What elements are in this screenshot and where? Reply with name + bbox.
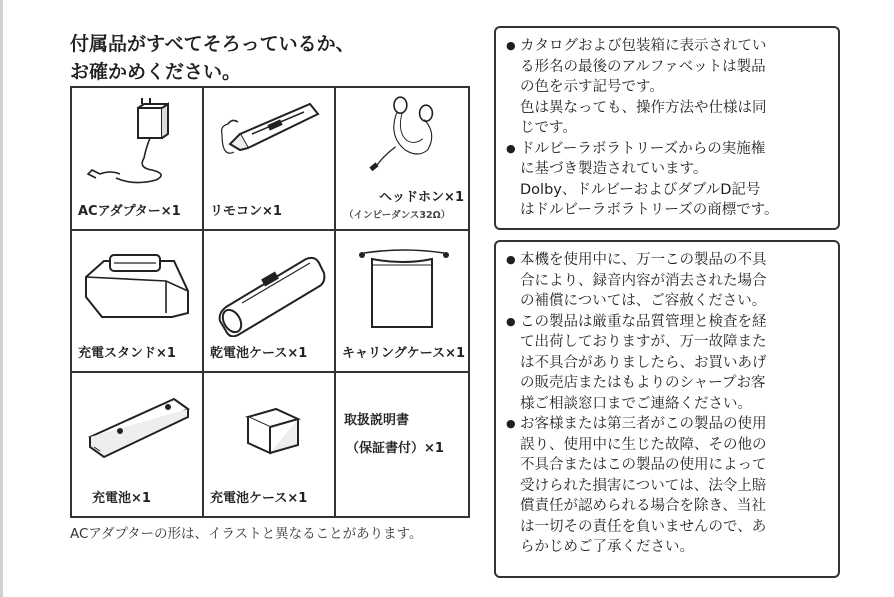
accessory-charging-stand — [72, 231, 204, 374]
title-line-2: お確かめください。 — [70, 61, 242, 83]
accessory-manual — [336, 373, 468, 516]
accessory-ac-adapter — [72, 88, 204, 231]
notice-text: 様ご相談窓口までご連絡ください。 — [520, 395, 752, 412]
notice-text: の補償については、ご容赦ください。 — [520, 293, 767, 309]
notice-text: 合により、録音内容が消去された場合 — [520, 272, 767, 289]
accessory-label: 充電池×1 — [92, 491, 151, 506]
rechargeable-battery-icon — [80, 379, 196, 479]
accessories-grid — [70, 86, 470, 518]
notice-text: は不具合がありましたら、お買いあげ — [520, 354, 767, 371]
accessory-label: 充電池ケース×1 — [210, 491, 308, 506]
adapter-footnote: ACアダプターの形は、イラストと異なることがあります。 — [70, 526, 423, 542]
accessory-sublabel: （インピーダンス32Ω） — [344, 209, 451, 221]
accessory-carrying-case — [336, 231, 468, 374]
accessory-battery-case — [204, 231, 336, 374]
notice-text: ● ドルビーラボラトリーズからの実施権 — [506, 139, 828, 160]
notice-text: Dolby、ドルビーおよびダブルD記号 — [520, 181, 761, 198]
notice-text: は一切その責任を負いませんので、あ — [520, 518, 767, 535]
title-line-1: 付属品がすべてそろっているか、 — [70, 33, 355, 55]
accessory-remote — [204, 88, 336, 231]
battery-case-icon — [212, 237, 328, 337]
accessory-label: 充電スタンド×1 — [78, 346, 176, 362]
notice-box-liability — [494, 240, 840, 578]
notice-text: はドルビーラボラトリーズの商標です。 — [520, 202, 779, 218]
accessory-label: キャリングケース×1 — [342, 346, 466, 362]
ac-adapter-icon — [80, 94, 196, 194]
notice-text: の色を示す記号です。 — [520, 79, 664, 95]
accessory-label: リモコン×1 — [210, 203, 282, 219]
accessory-label: 乾電池ケース×1 — [210, 346, 308, 362]
notice-box-catalog — [494, 26, 840, 230]
notice-text: る形名の最後のアルファベットは製品 — [520, 58, 766, 75]
warranty-label: （保証書付）×1 — [346, 441, 444, 457]
manual-label: 取扱説明書 — [344, 413, 410, 429]
carrying-case-icon — [344, 237, 460, 337]
notice-text: の販売店またはもよりのシャープお客 — [520, 375, 766, 391]
notice-text: ● お客様または第三者がこの製品の使用 — [506, 414, 828, 435]
notice-text: に基づき製造されています。 — [520, 161, 708, 177]
notice-text: 色は異なっても、操作方法や仕様は同 — [520, 99, 767, 116]
accessory-rechargeable-battery — [72, 373, 204, 516]
accessory-battery-box — [204, 373, 336, 516]
accessory-label: ヘッドホン×1 — [379, 189, 464, 205]
notice-text: ● カタログおよび包装箱に表示されてい — [506, 36, 828, 57]
notice-text: ● 本機を使用中に、万一この製品の不具 — [506, 250, 828, 271]
notice-text: 誤り、使用中に生じた故障、その他の — [520, 436, 767, 453]
charging-stand-icon — [80, 237, 196, 337]
notice-text: 償責任が認められる場合を除き、当社 — [520, 498, 766, 514]
page-edge — [0, 0, 3, 597]
notice-text: らかじめご了承ください。 — [520, 539, 694, 555]
notice-text: て出荷しておりますが、万一故障また — [520, 334, 767, 350]
notice-text: じです。 — [520, 120, 577, 136]
remote-control-icon — [212, 94, 328, 194]
accessory-headphones — [336, 88, 468, 231]
notice-text: ● この製品は厳重な品質管理と検査を経 — [506, 312, 828, 333]
battery-box-icon — [212, 379, 328, 479]
notice-text: 不具合またはこの製品の使用によって — [520, 457, 767, 473]
notice-text: 受けられた損害については、法令上賠 — [520, 477, 767, 494]
page-title — [70, 30, 355, 86]
headphones-icon — [344, 94, 460, 174]
accessory-label: ACアダプター×1 — [78, 203, 181, 219]
